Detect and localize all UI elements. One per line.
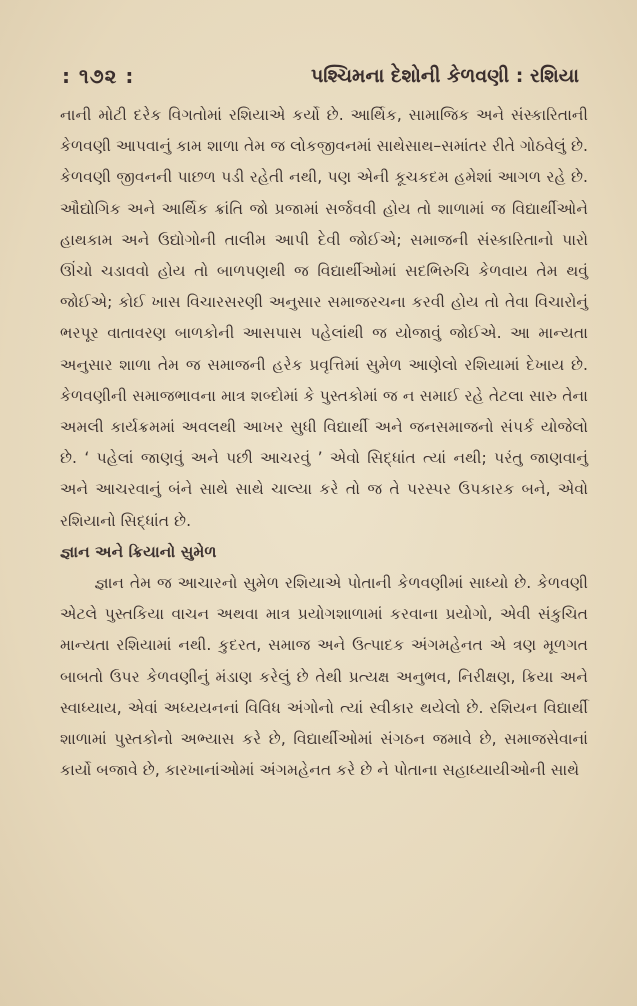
paragraph-1: નાની મોટી દરેક વિગતોમાં રશિયાએ કર્યો છે. આર્થિક, સામાજિક અને સંસ્કારિતાની કેળવણી આપવાનું કામ શાળા તેમ જ લોકજીવનમાં સાથેસાથ–સમાંતર રીતે ગોઠવેલું છે. કેળવણી જીવનની પાછળ પડી રહેતી નથી, પણ એની કૂચકદમ હમેશાં આગળ રહે છે. ઔદ્યોગિક અને આર્થિક ક્રાંતિ જો પ્રજામાં સર્જવવી હોય તો શાળામાં જ વિદ્યાર્થીઓને હાથકામ અને ઉદ્યોગોની તાલીમ આપી દેવી જોઈએ; સમાજની સંસ્કારિતાનો પારો ઊંચો ચડાવવો હોય તો બાળપણથી જ વિદ્યાર્થીઓમાં સદભિરુચિ કેળવાય તેમ થવું જોઈએ; કોઈ ખાસ વિચારસરણી અનુસાર સમાજરચના કરવી હોય તો તેવા વિચારોનું ભરપૂર વાતાવરણ બાળકોની આસપાસ પહેલાંથી જ યોજાવું જોઈએ. આ માન્યતા અનુસાર શાળા તેમ જ સમાજની હરેક પ્રવૃત્તિમાં સુમેળ આણેલો રશિયામાં દેખાય છે. કેળવણીની સમાજભાવના માત્ર શબ્દોમાં કે પુસ્તકોમાં જ ન સમાઈ રહે તેટલા સારુ તેના અમલી કાર્યક્રમમાં અવલથી આખર સુધી વિદ્યાર્થી અને જનસમાજનો સંપર્ક યોજેલો છે. ‘ પહેલાં જાણવું અને પછી આચરવું ’ એવો સિદ્ધાંત ત્યાં નથી; પરંતુ જાણવાનું અને આચરવાનું બંને સાથે સાથે ચાલ્યા કરે તો જ તે પરસ્પર ઉપકારક બને, એવો રશિયાનો સિદ્ધાંત છે. xyxy=(60,106,588,530)
section-heading: જ્ઞાન અને ક્રિયાનો સુમેળ xyxy=(60,542,217,561)
page-number: : ૧૭૨ : xyxy=(62,64,135,88)
paragraph-2: જ્ઞાન તેમ જ આચારનો સુમેળ રશિયાએ પોતાની કેળવણીમાં સાધ્યો છે. કેળવણી એટલે પુસ્તકિયા વાચન અથવા માત્ર પ્રયોગશાળામાં કરવાના પ્રયોગો, એવી સંકુચિત માન્યતા રશિયામાં નથી. કુદરત, સમાજ અને ઉત્પાદક અંગમહેનત એ ત્રણ મૂળગત બાબતો ઉપર કેળવણીનું મંડાણ કરેલું છે તેથી પ્રત્યક્ષ અનુભવ, નિરીક્ષણ, ક્રિયા અને સ્વાધ્યાય, એવાં અધ્યયનનાં વિવિધ અંગોનો ત્યાં સ્વીકાર થયેલો છે. રશિયન વિદ્યાર્થી શાળામાં પુસ્તકોનો અભ્યાસ કરે છે, વિદ્યાર્થીઓમાં સંગઠન જમાવે છે, સમાજસેવાનાં કાર્યો બજાવે છે, કારખાનાંઓમાં અંગમહેનત કરે છે ને પોતાના સહાધ્યાયીઓની સાથે xyxy=(60,574,588,780)
page-header xyxy=(62,60,579,92)
running-title: પશ્ચિમના દેશોની કેળવણી : રશિયા xyxy=(310,65,579,87)
page-body xyxy=(60,100,588,786)
